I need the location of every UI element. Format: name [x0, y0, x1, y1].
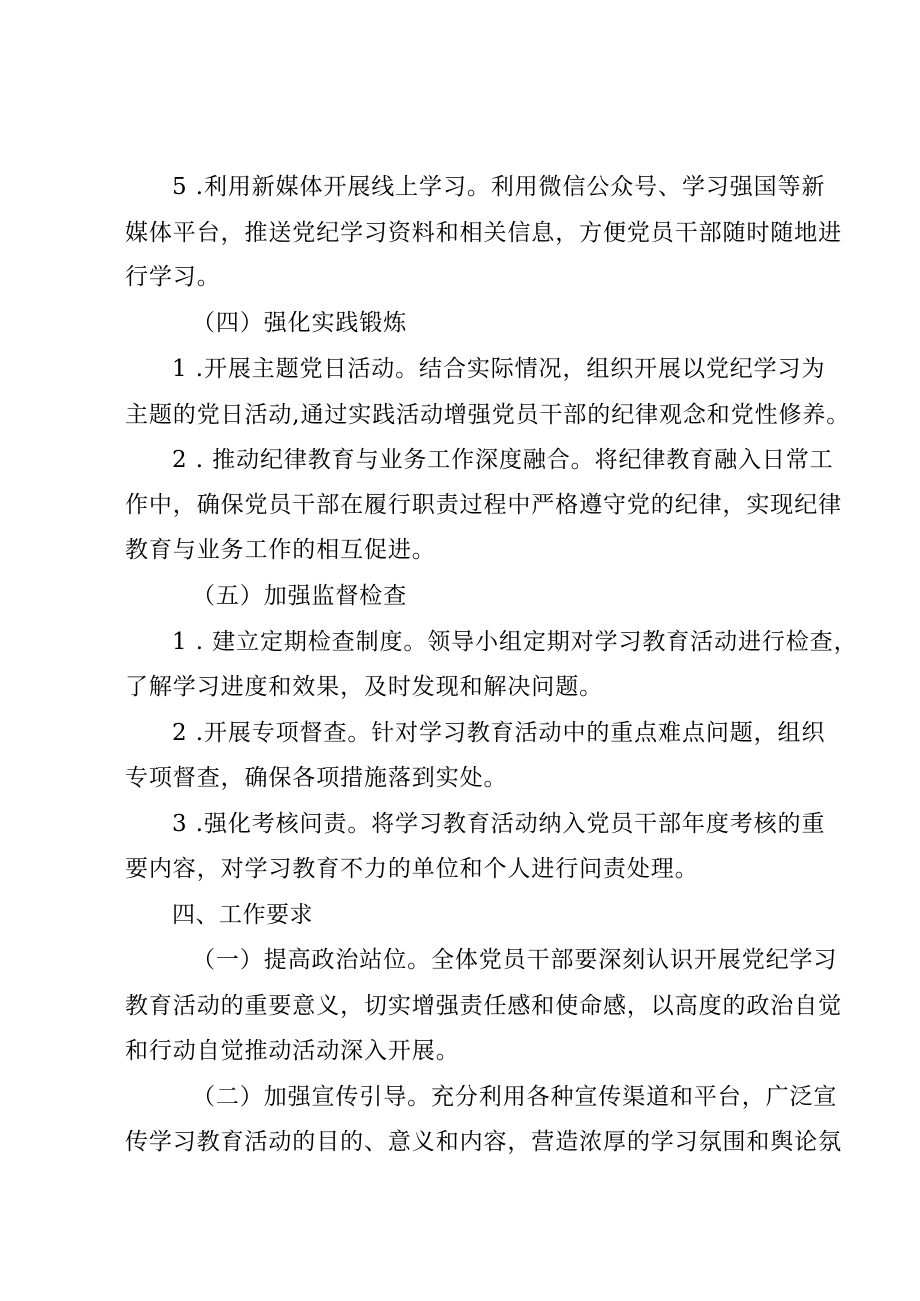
paragraph-5-line-2: 媒体平台，推送党纪学习资料和相关信息，方便党员干部随时随地进 [125, 220, 842, 246]
paragraph-5-line-3: 行学习。 [125, 264, 221, 290]
practice-item-1-line-1: 1 .开展主题党日活动。结合实际情况，组织开展以党纪学习为 [172, 356, 826, 382]
requirement-1-line-1: （一）提高政治站位。全体党员干部要深刻认识开展党纪学习 [192, 947, 838, 973]
paragraph-5-line-1: 5 .利用新媒体开展线上学习。利用微信公众号、学习强国等新 [172, 174, 826, 200]
requirement-1-line-3: 和行动自觉推动活动深入开展。 [125, 1038, 460, 1064]
section-heading-supervision: （五）加强监督检查 [192, 583, 408, 609]
supervision-item-2-line-2: 专项督查，确保各项措施落到实处。 [125, 765, 508, 791]
supervision-item-3-line-2: 要内容，对学习教育不力的单位和个人进行问责处理。 [125, 856, 699, 882]
requirement-1-line-2: 教育活动的重要意义，切实增强责任感和使命感，以高度的政治自觉 [125, 993, 842, 1019]
supervision-item-1-line-1: 1 . 建立定期检查制度。领导小组定期对学习教育活动进行检查， [172, 629, 858, 655]
practice-item-2-line-1: 2 . 推动纪律教育与业务工作深度融合。将纪律教育融入日常工 [172, 447, 834, 473]
practice-item-2-line-3: 教育与业务工作的相互促进。 [125, 537, 436, 563]
chapter-heading-requirements: 四、工作要求 [172, 902, 313, 928]
supervision-item-1-line-2: 了解学习进度和效果，及时发现和解决问题。 [125, 674, 603, 700]
supervision-item-2-line-1: 2 .开展专项督查。针对学习教育活动中的重点难点问题，组织 [172, 720, 826, 746]
practice-item-2-line-2: 作中，确保党员干部在履行职责过程中严格遵守党的纪律，实现纪律 [125, 492, 842, 518]
supervision-item-3-line-1: 3 .强化考核问责。将学习教育活动纳入党员干部年度考核的重 [172, 811, 826, 837]
section-heading-practice: （四）强化实践锻炼 [192, 310, 408, 336]
practice-item-1-line-2: 主题的党日活动,通过实践活动增强党员干部的纪律观念和党性修养。 [125, 402, 851, 428]
requirement-2-line-2: 传学习教育活动的目的、意义和内容，营造浓厚的学习氛围和舆论氛 [125, 1129, 842, 1155]
requirement-2-line-1: （二）加强宣传引导。充分利用各种宣传渠道和平台，广泛宣 [192, 1084, 838, 1110]
